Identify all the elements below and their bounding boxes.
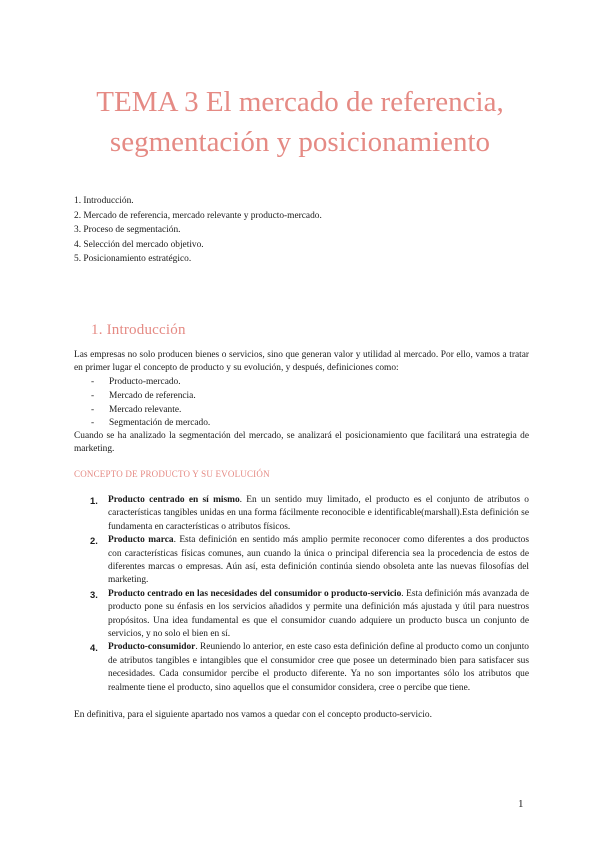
concept-item: [74, 641, 529, 695]
concept-text: . Reuniendo lo anterior, en este caso esta definición define al producto como un conjunto de atributos tangibles e intangibles que el consumidor cree que posee un determinado bien para satisfacer sus necesidades. Cada consumidor percibe el producto diferente. Ya no son importantes sólo los atributos que realmente tiene el producto, sino aquellos que el consumidor considera, cree o percibe que tiene.: [108, 642, 529, 693]
concept-term: Producto centrado en sí mismo: [108, 495, 240, 505]
toc-item: 3. Proceso de segmentación.: [74, 225, 181, 235]
concept-text: . En un sentido muy limitado, el producto es el conjunto de atributos o características tangibles unidas en una forma fácilmente reconocible e identificable(marshall).Esta definición se fundamenta en características o atributos físicos.: [108, 495, 529, 532]
concept-term: Producto centrado en las necesidades del consumidor o producto-servicio: [108, 588, 402, 599]
dash-bullet: -: [91, 418, 95, 429]
toc-item: 4. Selección del mercado objetivo.: [74, 239, 204, 250]
toc-item: 1. Introducción.: [74, 196, 134, 206]
table-of-contents: [74, 194, 322, 267]
segmentation-paragraph: Cuando se ha analizado la segmentación del mercado, se analizará el posicionamiento que facilitará una estrategia de marketing.: [74, 431, 529, 455]
concept-item: [74, 494, 529, 534]
title-line-2: segmentación y posicionamiento: [109, 126, 491, 158]
concept-item: [74, 588, 529, 642]
concept-number: 4.: [90, 642, 98, 654]
list-item-text: Mercado de referencia.: [109, 390, 196, 401]
dash-bullet: -: [91, 404, 95, 415]
concept-text: . Esta definición en sentido más amplio permite reconocer como diferentes a dos productos con características físicas comunes, aun cuando la única o principal diferencia sea la procedencia de estos de diferentes marcas o empresas. Aún así, esta definición continúa siendo obsoleta ante las nuevas filosofías del marketing.: [108, 535, 529, 586]
concept-item: [74, 534, 529, 588]
definitions-list: [74, 376, 210, 431]
concept-term: Producto marca: [108, 535, 174, 546]
title-line-1: TEMA 3 El mercado de referencia,: [96, 86, 504, 118]
concept-term: Producto-consumidor: [108, 642, 196, 653]
list-item: [74, 376, 210, 390]
product-concepts-list: [74, 494, 529, 695]
list-item-text: Mercado relevante.: [109, 404, 182, 415]
concept-number: 1.: [90, 495, 98, 506]
dash-bullet: -: [91, 390, 95, 401]
document-title: [60, 82, 540, 162]
concept-text: . Esta definición más avanzada de producto pone su énfasis en los servicios añadidos y permite una definición más ajustada y útil para nuestros propósitos. Una idea fundamental es que el consumidor cuando adquiere un producto busca un conjunto de servicios, y no solo el bien en sí.: [108, 588, 529, 640]
subheading-concepto-producto: CONCEPTO DE PRODUCTO Y SU EVOLUCIÓN: [74, 469, 270, 479]
section-heading-introduccion: 1. Introducción: [91, 322, 186, 338]
concept-number: 3.: [90, 588, 98, 600]
list-item: [74, 390, 210, 404]
toc-item: 5. Posicionamiento estratégico.: [74, 254, 192, 264]
dash-bullet: -: [91, 377, 95, 387]
intro-paragraph: Las empresas no solo producen bienes o servicios, sino que generan valor y utilidad al mercado. Por ello, vamos a tratar en primer lugar el concepto de producto y su evolución, y después, definiciones como:: [74, 350, 529, 374]
concept-number: 2.: [90, 535, 98, 547]
list-item-text: Segmentación de mercado.: [109, 418, 211, 429]
conclusion-paragraph: En definitiva, para el siguiente apartado nos vamos a quedar con el concepto producto-servicio.: [74, 710, 432, 720]
list-item: [74, 404, 210, 418]
toc-item: 2. Mercado de referencia, mercado relevante y producto-mercado.: [74, 210, 322, 221]
page-number: 1: [518, 798, 524, 810]
list-item-text: Producto-mercado.: [109, 377, 181, 387]
